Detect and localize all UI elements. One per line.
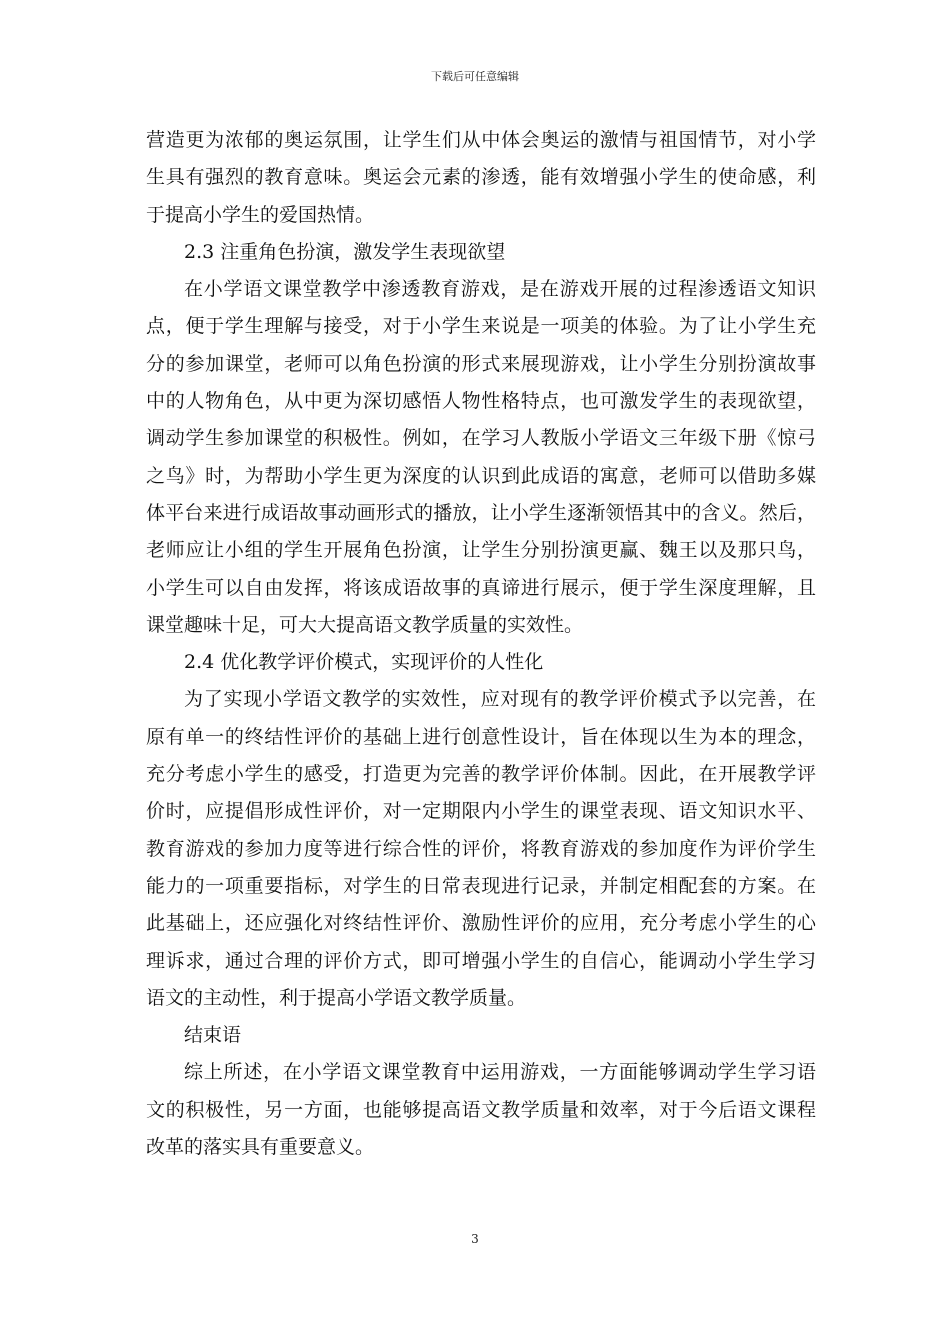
text-line: 能力的一项重要指标，对学生的日常表现进行记录，并制定相配套的方案。在 xyxy=(146,874,816,897)
text-line: 课堂趣味十足，可大大提高语文教学质量的实效性。 xyxy=(146,613,584,636)
text-line: 为了实现小学语文教学的实效性，应对现有的教学评价模式予以完善，在 xyxy=(184,688,816,711)
text-line: 综上所述，在小学语文课堂教育中运用游戏，一方面能够调动学生学习语 xyxy=(184,1061,816,1084)
heading-text: 2.4 优化教学评价模式，实现评价的人性化 xyxy=(184,651,544,674)
body-paragraph xyxy=(146,681,816,1017)
heading-text: 2.3 注重角色扮演，激发学生表现欲望 xyxy=(184,240,506,263)
text-line: 此基础上，还应强化对终结性评价、激励性评价的应用，充分考虑小学生的心 xyxy=(146,912,816,935)
text-line: 教育游戏的参加力度等进行综合性的评价，将教育游戏的参加度作为评价学生 xyxy=(146,837,816,860)
text-line: 生具有强烈的教育意味。奥运会元素的渗透，能有效增强小学生的使命感，利 xyxy=(146,166,816,189)
text-line: 改革的落实具有重要意义。 xyxy=(146,1136,375,1159)
body-paragraph xyxy=(146,271,816,644)
page-header: 下载后可任意编辑 xyxy=(431,70,519,83)
text-line: 语文的主动性，利于提高小学语文教学质量。 xyxy=(146,986,527,1009)
body-paragraph xyxy=(146,122,816,234)
heading-text: 结束语 xyxy=(184,1024,242,1047)
section-heading xyxy=(146,1017,816,1054)
page-number: 3 xyxy=(471,1232,479,1246)
body-paragraph xyxy=(146,1054,816,1166)
text-line: 老师应让小组的学生开展角色扮演，让学生分别扮演更赢、魏王以及那只鸟， xyxy=(146,539,816,562)
document-body xyxy=(146,122,816,1166)
text-line: 点，便于学生理解与接受，对于小学生来说是一项美的体验。为了让小学生充 xyxy=(146,315,816,338)
text-line: 价时，应提倡形成性评价，对一定期限内小学生的课堂表现、语文知识水平、 xyxy=(146,800,816,823)
section-heading xyxy=(146,644,816,681)
text-line: 于提高小学生的爱国热情。 xyxy=(146,203,375,226)
text-line: 之鸟》时，为帮助小学生更为深度的认识到此成语的寓意，老师可以借助多媒 xyxy=(146,464,816,487)
text-line: 充分考虑小学生的感受，打造更为完善的教学评价体制。因此，在开展教学评 xyxy=(146,763,816,786)
text-line: 体平台来进行成语故事动画形式的播放，让小学生逐渐领悟其中的含义。然后， xyxy=(146,501,816,524)
text-line: 原有单一的终结性评价的基础上进行创意性设计，旨在体现以生为本的理念， xyxy=(146,725,816,748)
text-line: 理诉求，通过合理的评价方式，即可增强小学生的自信心，能调动小学生学习 xyxy=(146,949,816,972)
text-line: 文的积极性，另一方面，也能够提高语文教学质量和效率，对于今后语文课程 xyxy=(146,1098,816,1121)
text-line: 营造更为浓郁的奥运氛围，让学生们从中体会奥运的激情与祖国情节，对小学 xyxy=(146,129,816,151)
text-line: 分的参加课堂，老师可以角色扮演的形式来展现游戏，让小学生分别扮演故事 xyxy=(146,352,816,375)
text-line: 在小学语文课堂教学中渗透教育游戏，是在游戏开展的过程渗透语文知识 xyxy=(184,278,816,301)
text-line: 小学生可以自由发挥，将该成语故事的真谛进行展示，便于学生深度理解，且 xyxy=(146,576,816,599)
section-heading xyxy=(146,234,816,271)
text-line: 调动学生参加课堂的积极性。例如，在学习人教版小学语文三年级下册《惊弓 xyxy=(146,427,816,450)
text-line: 中的人物角色，从中更为深切感悟人物性格特点，也可激发学生的表现欲望， xyxy=(146,390,816,413)
